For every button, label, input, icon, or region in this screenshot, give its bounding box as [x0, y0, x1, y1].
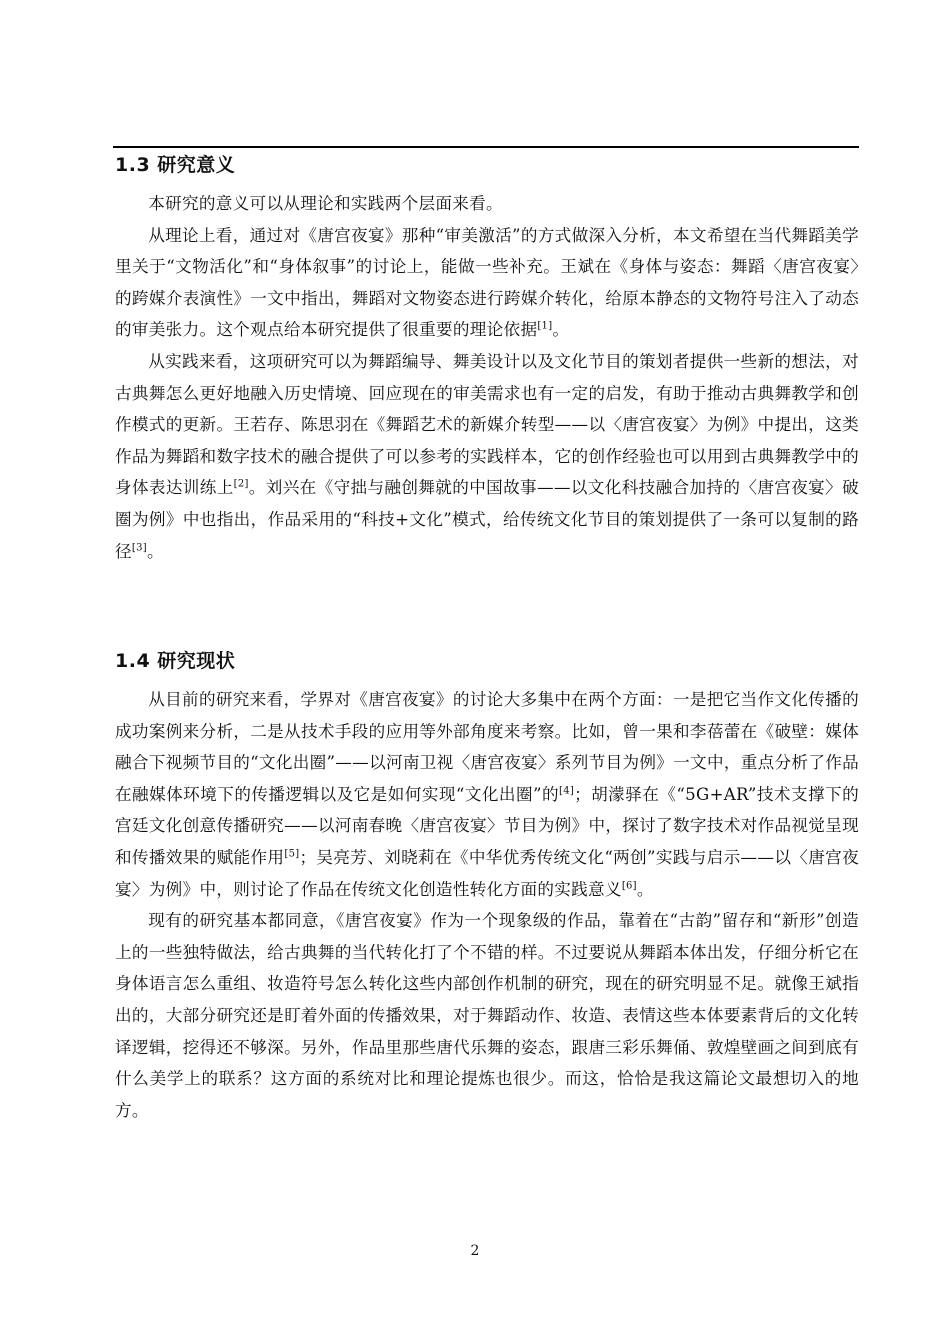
paragraph-text: 本研究的意义可以从理论和实践两个层面来看。	[148, 194, 503, 213]
page-number: 2	[470, 1243, 480, 1259]
body-paragraph	[115, 188, 859, 220]
section-research-significance	[115, 150, 859, 567]
top-rule	[113, 146, 859, 148]
paragraph-text: ；胡濛驿在《“5G+AR”技术支撑下的宫廷文化创意传播研究——以河南春晚〈唐宫夜宴〉节目为例》中，探讨了数字技术对作品视觉呈现和传播效果的赋能作用	[115, 784, 859, 867]
section-body	[115, 188, 859, 567]
body-paragraph	[115, 905, 859, 1126]
citation-marker: [3]	[131, 542, 147, 553]
citation-marker: [5]	[284, 848, 300, 860]
paragraph-text: 。	[552, 320, 570, 340]
paragraph-text: 从目前的研究来看，学界对《唐宫夜宴》的讨论大多集中在两个方面：一是把它当作文化传播的成功案例来分析，二是从技术手段的应用等外部角度来考察。比如，曾一果和李蓓蕾在《破壁：媒体融合下视频节目的“文化出圈”——以河南卫视〈唐宫夜宴〉系列节目为例》一文中，重点分析了作品在融媒体环境下的传播逻辑以及它是如何实现“文化出圈”的	[115, 690, 859, 804]
body-paragraph	[115, 346, 859, 567]
body-paragraph	[115, 220, 859, 346]
paragraph-text: 。	[636, 879, 654, 899]
section-heading: 1.3 研究意义	[115, 154, 236, 176]
paragraph-text: 现有的研究基本都同意，《唐宫夜宴》作为一个现象级的作品，靠着在“古韵”留存和“新形”创造上的一些独特做法，给古典舞的当代转化打了个不错的样。不过要说从舞蹈本体出发，仔细分析它在身体语言怎么重组、妆造符号怎么转化这些内部创作机制的研究，现在的研究明显不足。就像王斌指出的，大部分研究还是盯着外面的传播效果，对于舞蹈动作、妆造、表情这些本体要素背后的文化转译逻辑，挖得还不够深。另外，作品里那些唐代乐舞的姿态，跟唐三彩乐舞俑、敦煌壁画之间到底有什么美学上的联系？这方面的系统对比和理论提炼也很少。而这，恰恰是我这篇论文最想切入的地方。	[115, 911, 859, 1120]
section-research-status	[115, 646, 859, 1126]
paragraph-text: 。	[146, 541, 164, 561]
section-heading: 1.4 研究现状	[115, 650, 236, 672]
citation-marker: [1]	[537, 320, 553, 332]
citation-marker: [4]	[559, 785, 575, 797]
paragraph-text: 从实践来看，这项研究可以为舞蹈编导、舞美设计以及文化节目的策划者提供一些新的想法，对古典舞怎么更好地融入历史情境、回应现在的审美需求也有一定的启发，有助于推动古典舞教学和创作模式的更新。王若存、陈思羽在《舞蹈艺术的新媒介转型——以〈唐宫夜宴〉为例》中提出，这类作品为舞蹈和数字技术的融合提供了可以参考的实践样本，它的创作经验也可以用到古典舞教学中的身体表达训练上	[115, 351, 859, 498]
paragraph-text: 。刘兴在《守拙与融创舞就的中国故事——以文化科技融合加持的〈唐宫夜宴〉破圈为例》中也指出，作品采用的“科技+文化”模式，给传统文化节目的策划提供了一条可以复制的路径	[115, 478, 859, 561]
body-paragraph	[115, 684, 859, 905]
section-body	[115, 684, 859, 1126]
citation-marker: [2]	[233, 478, 249, 490]
paragraph-text: ；吴亮芳、刘晓莉在《中华优秀传统文化“两创”实践与启示——以〈唐宫夜宴〉为例》中，则讨论了作品在传统文化创造性转化方面的实践意义	[115, 847, 859, 899]
paragraph-text: 从理论上看，通过对《唐宫夜宴》那种“审美激活”的方式做深入分析，本文希望在当代舞蹈美学里关于“文物活化”和“身体叙事”的讨论上，能做一些补充。王斌在《身体与姿态：舞蹈〈唐宫夜宴〉的跨媒介表演性》一文中指出，舞蹈对文物姿态进行跨媒介转化，给原本静态的文物符号注入了动态的审美张力。这个观点给本研究提供了很重要的理论依据	[115, 225, 859, 340]
citation-marker: [6]	[621, 880, 637, 892]
